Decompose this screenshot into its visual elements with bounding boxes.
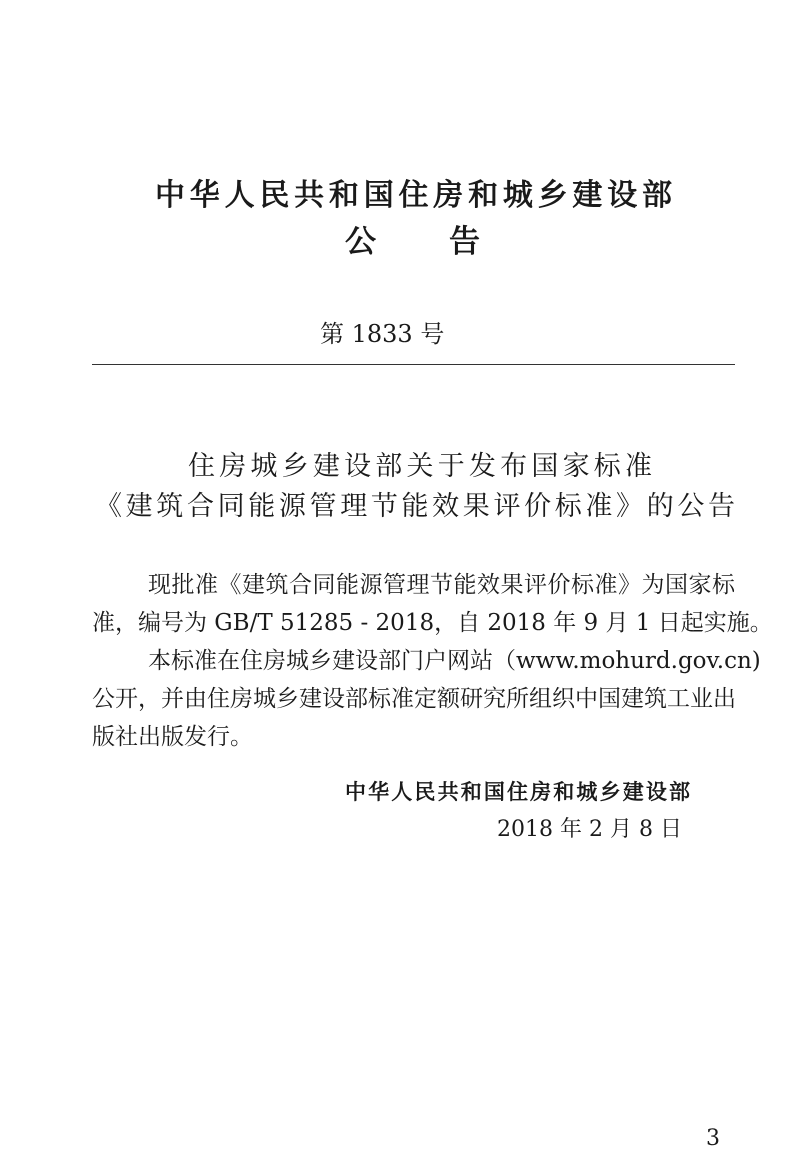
body-line: 准，编号为 GB/T 51285 - 2018，自 2018 年 9 月 1 日起实施。 xyxy=(92,610,773,636)
page-number: 3 xyxy=(706,1126,720,1151)
body-line: 本标准在住房城乡建设部门户网站（www.mohurd.gov.cn) xyxy=(148,648,761,674)
announcement-number: 第 1833 号 xyxy=(320,320,445,348)
document-type: 公告 xyxy=(345,224,480,260)
issuer-title: 中华人民共和国住房和城乡建设部 xyxy=(155,178,672,213)
headline-line-2: 《建筑合同能源管理节能效果评价标准》的公告 xyxy=(95,491,735,522)
body-line: 公开，并由住房城乡建设部标准定额研究所组织中国建筑工业出 xyxy=(92,686,736,712)
body-line: 现批准《建筑合同能源管理节能效果评价标准》为国家标 xyxy=(148,572,735,598)
signature-org: 中华人民共和国住房和城乡建设部 xyxy=(345,780,690,804)
headline-line-1: 住房城乡建设部关于发布国家标准 xyxy=(188,451,652,482)
signature-date: 2018 年 2 月 8 日 xyxy=(497,817,682,842)
body-line: 版社出版发行。 xyxy=(92,724,253,750)
divider-rule xyxy=(92,364,735,365)
